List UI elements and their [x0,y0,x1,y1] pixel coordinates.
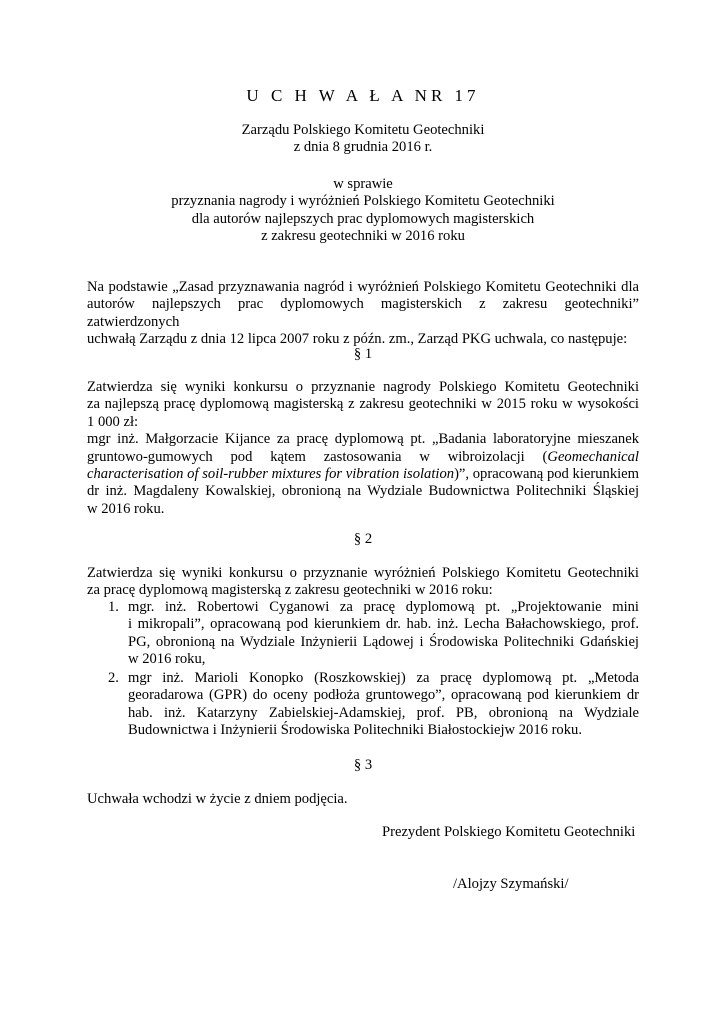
resolution-title: U C H W A Ł A NR 17 [246,86,480,105]
subject-line: dla autorów najlepszych prac dyplomowych magisterskich [191,210,535,227]
subject-line: przyznania nagrody i wyróżnień Polskiego Komitetu Geotechniki [171,193,555,210]
effective-clause: Uchwała wchodzi w życie z dniem podjęcia. [87,791,348,807]
list-number: 1. [108,599,119,615]
text-line: PG, obronioną na Wydziale Inżynierii Lądowej i Środowiska Politechniki Gdańskiej [128,633,639,650]
date-line: z dnia 8 grudnia 2016 r. [293,139,433,156]
list-item-text [128,670,639,740]
intro-paragraph [87,279,639,349]
subject-intro: w sprawie [333,176,393,192]
text-line: Zatwierdza się wyniki konkursu o przyznanie wyróżnień Polskiego Komitetu Geotechniki [87,565,639,581]
text-segment: gruntowo-gumowych pod kątem zastosowania w wibroizolacji ( [87,448,548,465]
text-line: Na podstawie „Zasad przyznawania nagród i wyróżnień Polskiego Komitetu Geotechniki dla [87,279,639,295]
text-line: Budownictwa i Inżynierii Środowiska Politechniki Białostockiejw 2016 roku. [128,722,582,739]
issuer-line: Zarządu Polskiego Komitetu Geotechniki [241,122,485,138]
italic-title: characterisation of soil-rubber mixtures for vibration isolation [87,466,455,483]
subject-block [87,176,639,246]
text-line: georadarowa (GPR) do oceny podłoża gruntowego”, opracowaną pod kierunkiem dr [128,687,639,704]
text-line: hab. inż. Katarzyny Zabielskiej-Adamskiej, prof. PB, obronioną na Wydziale [128,704,639,721]
text-line: w 2016 roku. [87,500,165,517]
signer-title: Prezydent Polskiego Komitetu Geotechniki [382,824,636,840]
text-line: za pracę dyplomową magisterską z zakresu geotechniki w 2016 roku: [87,582,493,599]
text-line [87,466,639,483]
text-line: dr inż. Magdaleny Kowalskiej, obronioną na Wydziale Budownictwa Politechniki Śląskiej [87,483,639,500]
issuer-block [87,122,639,157]
section-3-heading: § 3 [353,757,373,773]
section-2-heading: § 2 [353,531,373,547]
text-line: 1 000 zł: [87,413,139,430]
list-number: 2. [108,670,119,686]
section-2-paragraph [87,565,639,600]
subject-line: z zakresu geotechniki w 2016 roku [261,228,465,245]
text-segment: )”, opracowaną pod kierunkiem [454,466,640,483]
text-line: Zatwierdza się wyniki konkursu o przyznanie nagrody Polskiego Komitetu Geotechniki [87,379,639,395]
text-line: za najlepszą pracę dyplomową magisterską z zakresu geotechniki w 2015 roku w wysokości [87,396,639,413]
italic-title: Geomechanical [547,448,639,465]
text-line: i mikropali”, opracowaną pod kierunkiem dr. hab. inż. Lecha Bałachowskiego, prof. [128,616,639,633]
section-1-paragraph [87,379,639,518]
text-line: mgr inż. Marioli Konopko (Roszkowskiej) za pracę dyplomową pt. „Metoda [128,670,639,686]
signature-name: /Alojzy Szymański/ [453,876,569,892]
text-line: mgr. inż. Robertowi Cyganowi za pracę dyplomową pt. „Projektowanie mini [128,599,639,615]
text-line [87,449,639,466]
list-item-text [128,599,639,669]
section-1-heading: § 1 [353,346,373,362]
text-line: mgr inż. Małgorzacie Kijance za pracę dyplomową pt. „Badania laboratoryjne mieszanek [87,431,639,448]
text-line: uchwałą Zarządu z dnia 12 lipca 2007 roku z późn. zm., Zarząd PKG uchwala, co następuje: [87,331,628,348]
text-line: w 2016 roku, [128,651,206,668]
text-line: autorów najlepszych prac dyplomowych magisterskich z zakresu geotechniki” zatwierdzonych [87,296,639,330]
